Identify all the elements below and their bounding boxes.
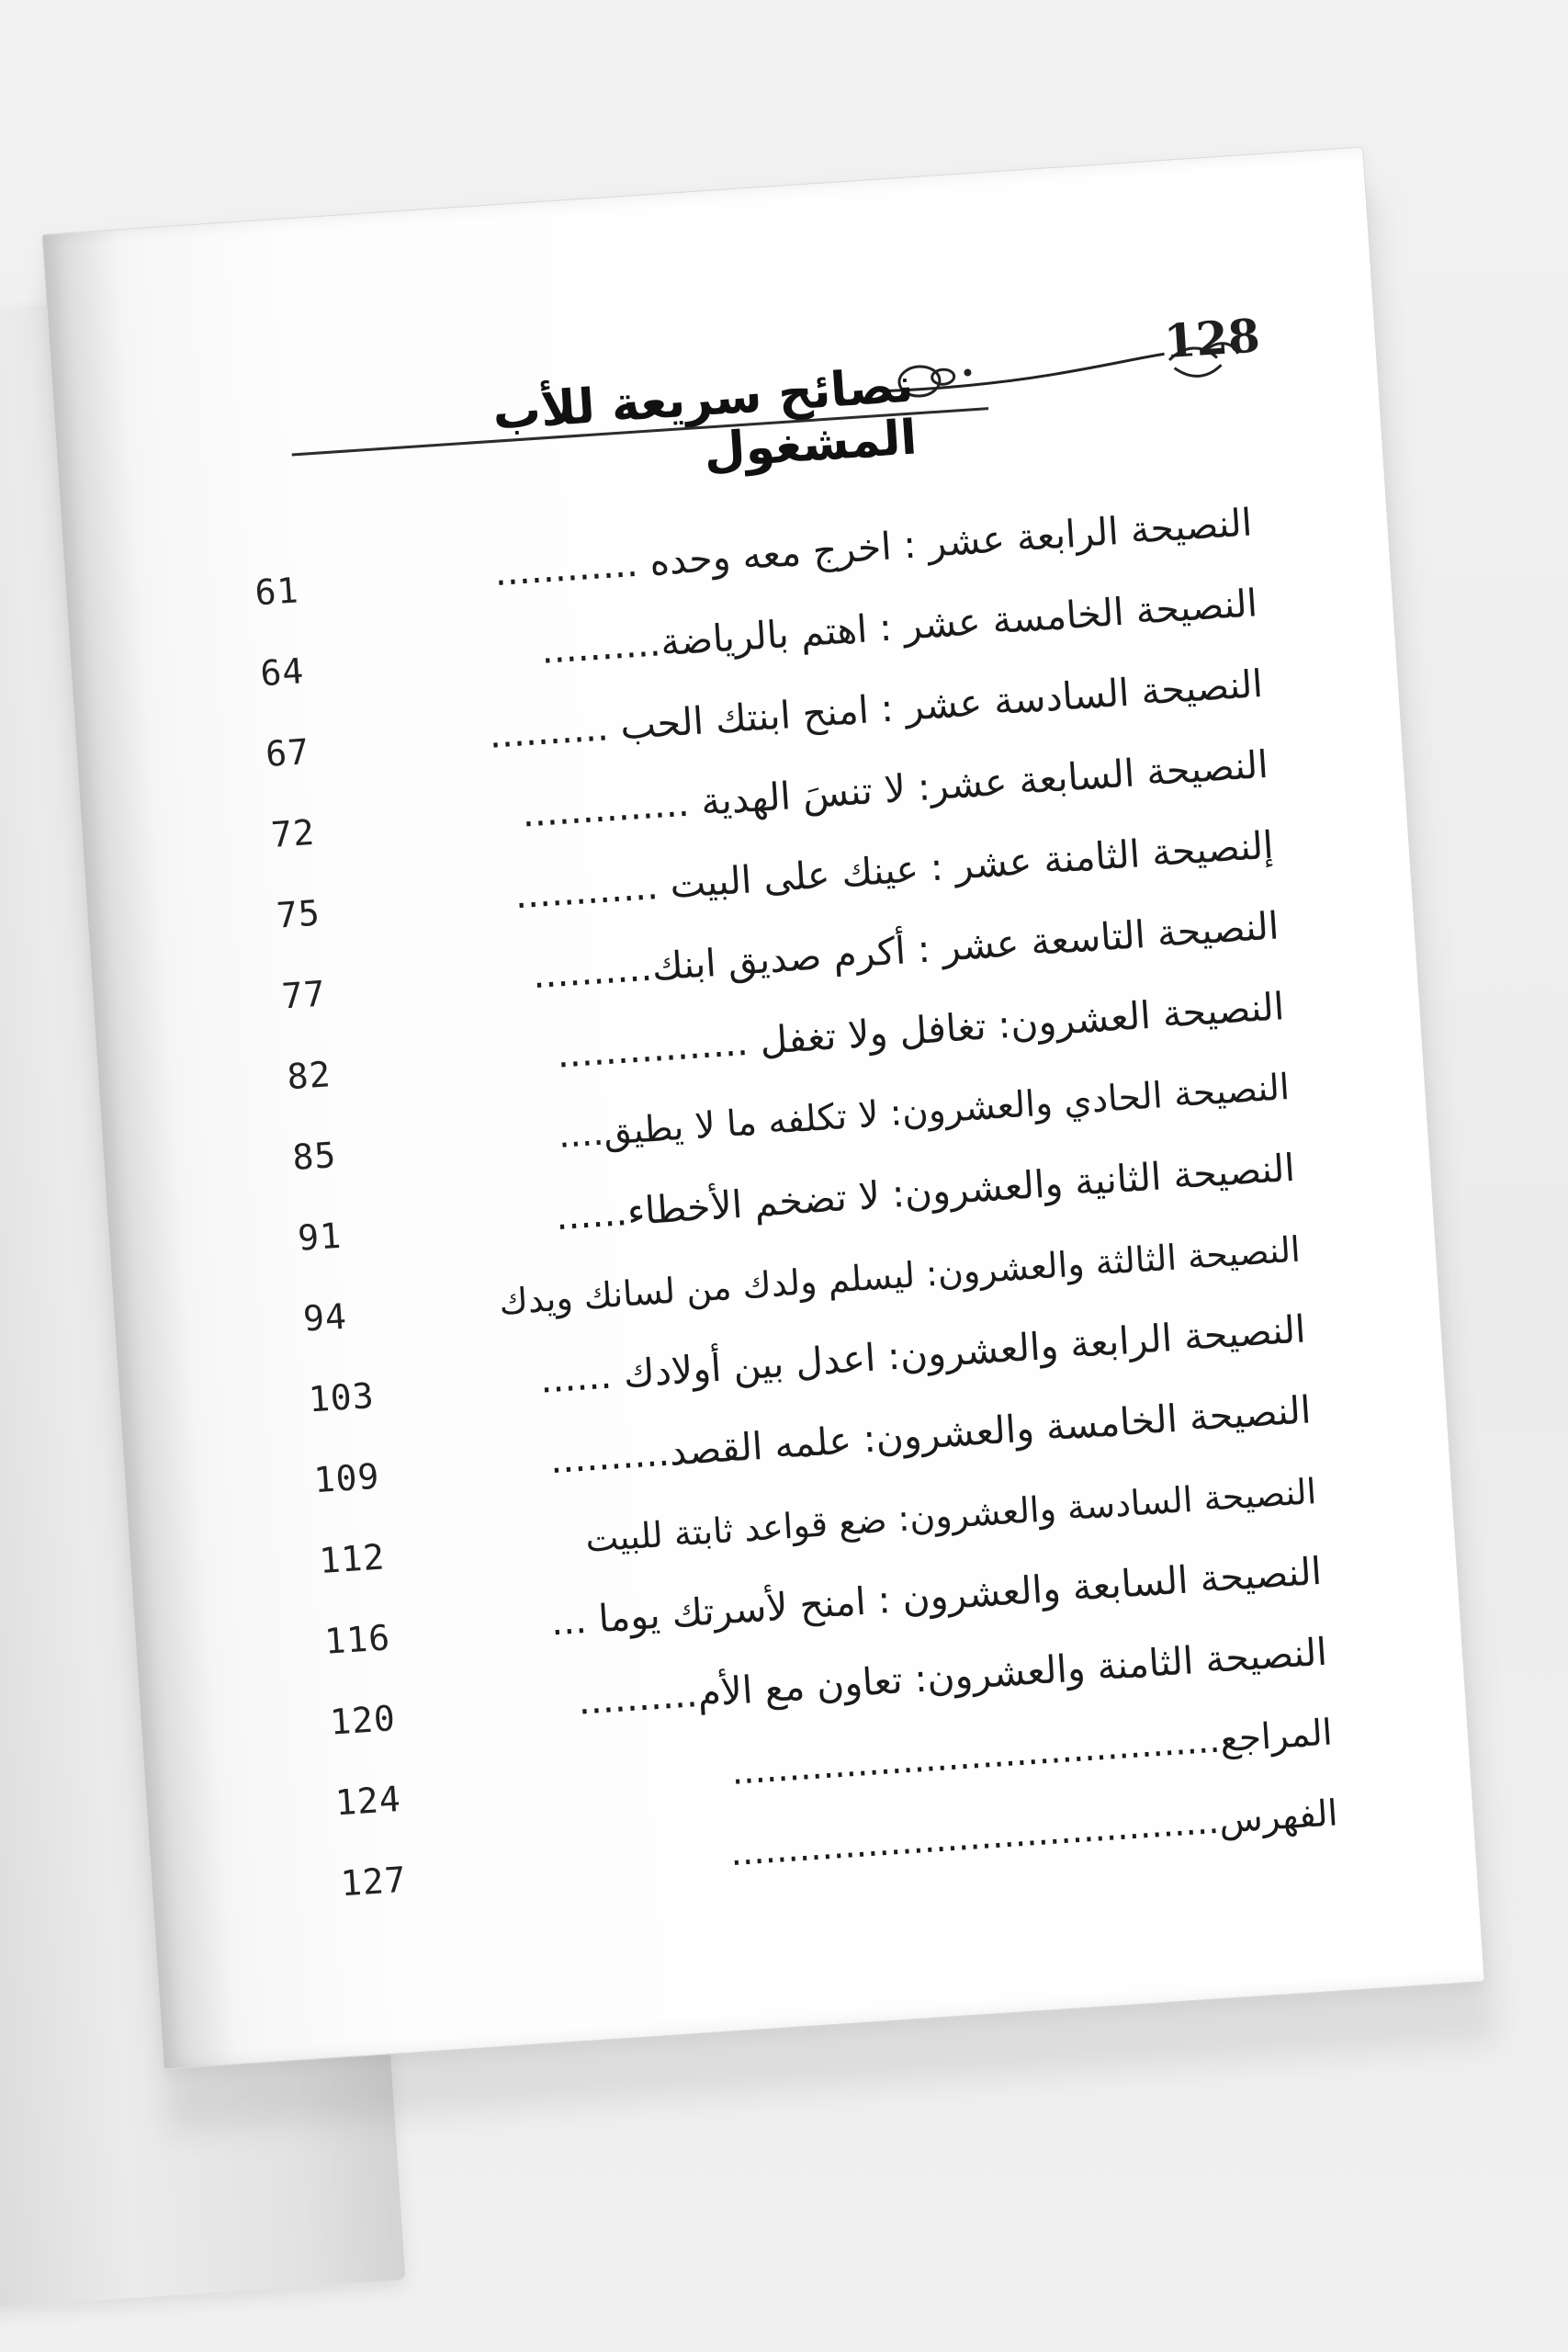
toc-entry-text: النصيحة السابعة والعشرون : امنح لأسرتك يوما ... [548,1548,1324,1645]
toc-page-number: 91 [296,1215,344,1259]
toc-page-number: 82 [286,1054,333,1098]
table-of-contents [232,463,1350,1903]
toc-entry-text: النصيحة الثالثة والعشرون: ليسلم ولدك من لسانك ويدك [497,1228,1302,1323]
toc-page-number: 67 [264,730,311,775]
toc-page-number: 94 [301,1295,349,1340]
toc-page-number: 112 [318,1536,387,1582]
right-book-page [41,146,1485,2069]
book-running-title: نصائح سريعة للأب المشغول [491,357,919,480]
toc-entry-text: النصيحة السابعة عشر: لا تنسَ الهدية .............. [520,741,1269,836]
page-number: 128 [1162,308,1262,369]
toc-page-number: 127 [339,1859,408,1905]
toc-entry-text: النصيحة التاسعة عشر : أكرم صديق ابنك.......... [531,903,1280,998]
toc-entry-text: النصيحة الثامنة والعشرون: تعاون مع الأم.......... [576,1629,1329,1724]
toc-entry-text: النصيحة الثانية والعشرون: لا تضخم الأخطاء...... [554,1145,1297,1239]
toc-entry-text: المراجع........................................... [729,1712,1334,1793]
toc-page-number: 77 [280,973,327,1017]
toc-entry-text: النصيحة الرابعة والعشرون: اعدل بين أولادك ...... [538,1306,1307,1402]
toc-entry-text: النصيحة الرابعة عشر : اخرج معه وحده ............ [492,500,1254,594]
toc-page-number: 75 [275,892,322,936]
toc-page-number: 120 [328,1698,398,1743]
toc-entry-text: النصيحة العشرون: تغافل ولا تغفل ................ [555,984,1286,1077]
toc-entry-text: إلنصيحة الثامنة عشر : عينك على البيت ............ [513,822,1275,918]
toc-entry-text: النصيحة الحادي والعشرون: لا تكلفه ما لا يطيق.... [557,1067,1292,1157]
toc-entry-text: النصيحة الخامسة والعشرون: علمه القصد.......... [548,1387,1313,1483]
toc-page-number: 85 [290,1134,338,1179]
toc-page-number: 103 [307,1374,376,1420]
toc-page-number: 124 [333,1778,403,1824]
toc-entry-text: النصيحة الخامسة عشر : اهتم بالرياضة.......... [539,581,1259,673]
toc-page-number: 109 [312,1455,381,1501]
toc-entry-text: النصيحة السادسة والعشرون: ضع قواعد ثابتة للبيت [583,1471,1318,1561]
toc-entry-text: الفهرس........................................... [728,1792,1339,1875]
toc-page-number: 61 [254,570,300,614]
toc-page-number: 72 [269,811,317,855]
toc-entry-text: النصيحة السادسة عشر : امنح ابنتك الحب .......... [487,661,1265,757]
toc-page-number: 116 [322,1617,392,1662]
toc-page-number: 64 [259,650,306,695]
